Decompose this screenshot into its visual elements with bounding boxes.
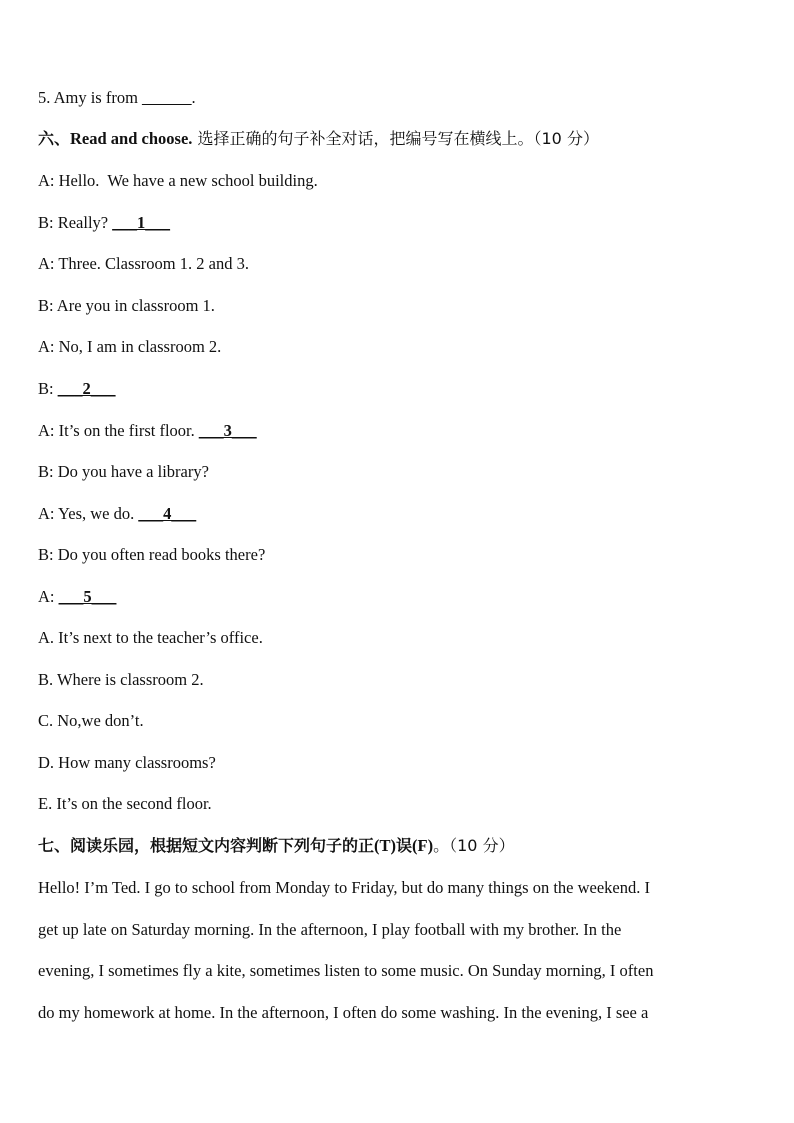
option-item: E. It’s on the second floor. bbox=[38, 794, 212, 814]
answer-blank: ______ bbox=[142, 88, 192, 107]
dialogue-text: Yes, we do. bbox=[54, 503, 139, 523]
section-7-heading: 七、阅读乐园，根据短文内容判断下列句子的正(T)误(F)。（10 分） bbox=[38, 836, 515, 855]
speaker-label: B: bbox=[38, 379, 54, 398]
dialogue-line bbox=[38, 504, 196, 524]
dialogue-text: It’s on the first floor. bbox=[54, 420, 199, 440]
dialogue-line bbox=[38, 213, 170, 233]
dialogue-line bbox=[38, 337, 221, 357]
question-5: 5. Amy is from ______. bbox=[38, 88, 196, 107]
dialogue-line bbox=[38, 545, 265, 565]
speaker-label: B: bbox=[38, 545, 54, 565]
dialogue-text: Do you often read books there? bbox=[53, 545, 266, 565]
dialogue-line bbox=[38, 462, 209, 482]
speaker-label: A: bbox=[38, 503, 55, 523]
dialogue-line bbox=[38, 296, 215, 316]
dialogue-line bbox=[38, 587, 116, 607]
passage-line: Hello! I’m Ted. I go to school from Monday to Friday, but do many things on the weekend. I bbox=[38, 878, 650, 897]
answer-blank: ___5___ bbox=[58, 587, 117, 606]
answer-blank: ___3___ bbox=[198, 420, 257, 440]
option-item: C. No,we don’t. bbox=[38, 711, 144, 731]
dialogue-text: Are you in classroom 1. bbox=[53, 295, 215, 315]
dialogue-line bbox=[38, 379, 115, 399]
speaker-label: A: bbox=[38, 254, 55, 274]
dialogue-line bbox=[38, 421, 257, 441]
dialogue-line bbox=[38, 171, 318, 191]
answer-blank: ___1___ bbox=[112, 212, 170, 232]
dialogue-text: Hello. We have a new school building. bbox=[54, 171, 318, 190]
answer-blank: ___4___ bbox=[138, 503, 197, 523]
speaker-label: B: bbox=[38, 462, 54, 482]
dialogue-line bbox=[38, 254, 249, 274]
dialogue-text: Do you have a library? bbox=[53, 462, 209, 482]
option-item: D. How many classrooms? bbox=[38, 752, 216, 772]
option-item: A. It’s next to the teacher’s office. bbox=[38, 628, 263, 647]
passage-line: do my homework at home. In the afternoon, I often do some washing. In the evening, I see a bbox=[38, 1002, 649, 1022]
speaker-label: B: bbox=[38, 295, 54, 315]
speaker-label: A: bbox=[38, 337, 55, 357]
dialogue-text: Three. Classroom 1. 2 and 3. bbox=[54, 254, 249, 274]
speaker-label: A: bbox=[38, 171, 55, 190]
option-item: B. Where is classroom 2. bbox=[38, 669, 204, 689]
speaker-label: A: bbox=[38, 587, 55, 606]
speaker-label: A: bbox=[38, 420, 55, 440]
section-6-heading: 六、Read and choose. 选择正确的句子补全对话，把编号写在横线上。（10 分） bbox=[38, 129, 599, 148]
dialogue-text: No, I am in classroom 2. bbox=[54, 337, 222, 357]
passage-line: evening, I sometimes fly a kite, sometimes listen to some music. On Sunday morning, I often bbox=[38, 961, 654, 981]
passage-line: get up late on Saturday morning. In the afternoon, I play football with my brother. In the bbox=[38, 919, 622, 939]
speaker-label: B: bbox=[38, 212, 54, 232]
dialogue-text: Really? bbox=[53, 212, 113, 232]
answer-blank: ___2___ bbox=[57, 379, 116, 398]
